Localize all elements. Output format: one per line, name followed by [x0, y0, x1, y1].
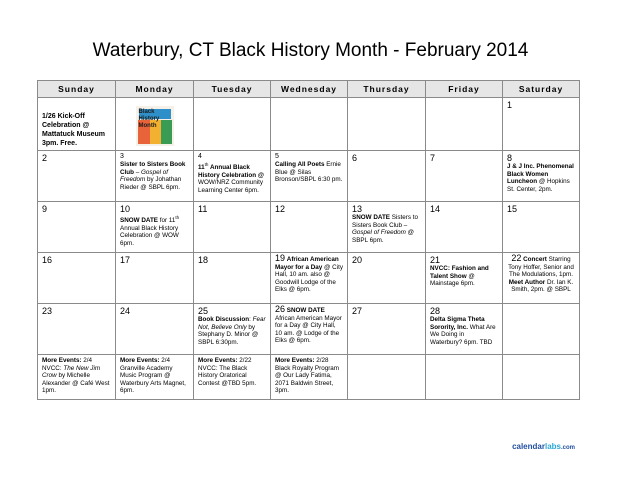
- day-cell[interactable]: [38, 253, 116, 304]
- event-text: 22 Concert Starring Tony Hoffer, Senior and The Modulations, 1pm. Meet Author Dr. Ian K. Smith, 2pm. @ SBPL: [508, 253, 574, 294]
- weekday-tuesday: Tuesday: [194, 81, 271, 98]
- weekday-friday: Friday: [426, 81, 503, 98]
- day-number: 28: [430, 306, 441, 316]
- day-number: 10: [120, 204, 131, 214]
- day-cell[interactable]: [194, 253, 271, 304]
- day-cell[interactable]: [116, 202, 194, 253]
- day-number: 6: [352, 153, 358, 163]
- day-cell[interactable]: [348, 253, 426, 304]
- kickoff-event: 1/26 Kick-Off Celebration @ Mattatuck Museum 3pm. Free.: [42, 113, 106, 147]
- event-text: More Events: 2/4 Granville Academy Music Program @ Waterbury Arts Magnet, 6pm.: [120, 357, 186, 395]
- day-cell[interactable]: [38, 202, 116, 253]
- calendar-grid: [37, 80, 580, 400]
- event-text: More Events: 2/4 NVCC: The New Jim Crow by Michelle Alexander @ Café West 1pm.: [42, 357, 110, 395]
- event-text: 19 African American Mayor for a Day @ City Hall, 10 am. also @ Goodwill Lodge of the Elks @ 6pm.: [275, 253, 343, 294]
- day-number: 20: [352, 255, 363, 265]
- weekday-saturday: Saturday: [503, 81, 580, 98]
- day-cell[interactable]: [194, 98, 271, 151]
- weekday-monday: Monday: [116, 81, 194, 98]
- day-cell[interactable]: [38, 304, 116, 355]
- weekday-thursday: Thursday: [348, 81, 426, 98]
- day-number: 27: [352, 306, 363, 316]
- week-row-2: [38, 151, 580, 202]
- day-number: 9: [42, 204, 48, 214]
- weekday-sunday: Sunday: [38, 81, 116, 98]
- day-cell[interactable]: [348, 98, 426, 151]
- event-text: More Events: 2/28 Black Royalty Program @ Our Lady Fatima, 2071 Baldwin Street, 3pm.: [275, 357, 340, 395]
- week-row-5: [38, 304, 580, 355]
- day-cell[interactable]: [116, 98, 194, 151]
- day-cell[interactable]: [116, 304, 194, 355]
- day-cell[interactable]: [271, 151, 348, 202]
- day-number: 25: [198, 306, 209, 316]
- event-text: SNOW DATE for 11th Annual Black History Celebration @ WOW 6pm.: [120, 215, 180, 247]
- day-cell[interactable]: [426, 355, 503, 400]
- weekday-wednesday: Wednesday: [271, 81, 348, 98]
- day-cell[interactable]: [426, 202, 503, 253]
- day-cell[interactable]: [503, 202, 580, 253]
- more-events-cell[interactable]: [271, 355, 348, 400]
- event-text: Sister to Sisters Book Club – Gospel of Freedom by Johathan Rieder @ SBPL 6pm.: [120, 161, 186, 191]
- day-number: 23: [42, 306, 53, 316]
- day-cell[interactable]: [503, 151, 580, 202]
- day-number: 8: [507, 153, 513, 163]
- day-cell[interactable]: [503, 253, 580, 304]
- day-cell[interactable]: [38, 98, 116, 151]
- day-cell[interactable]: [271, 304, 348, 355]
- week-row-3: [38, 202, 580, 253]
- day-number: 12: [275, 204, 286, 214]
- black-history-month-logo: Black History Month: [136, 106, 174, 146]
- day-cell[interactable]: [271, 253, 348, 304]
- day-cell[interactable]: [38, 151, 116, 202]
- week-row-1: [38, 98, 580, 151]
- day-number: 5: [275, 153, 279, 160]
- event-text: Delta Sigma Theta Sorority, Inc. What Are We Doing in Waterbury? 6pm. TBD: [430, 316, 496, 346]
- day-number: 2: [42, 153, 48, 163]
- more-events-cell[interactable]: [194, 355, 271, 400]
- event-text: SNOW DATE Sisters to Sisters Book Club – Gospel of Freedom @ SBPL 6pm.: [352, 214, 419, 244]
- page-title: Waterbury, CT Black History Month - February 2014: [92, 40, 529, 61]
- more-events-cell[interactable]: [38, 355, 116, 400]
- day-number: 16: [42, 255, 53, 265]
- day-number: 21: [430, 255, 441, 265]
- day-cell[interactable]: [116, 151, 194, 202]
- event-text: More Events: 2/22 NVCC: The Black History Oratorical Contest @TBD 5pm.: [198, 357, 257, 387]
- day-number: 15: [507, 204, 518, 214]
- day-number: 3: [120, 153, 124, 160]
- event-text: Book Discussion: Fear Not, Believe Only by Stephany D. Minor @ SBPL 6:30pm.: [198, 316, 266, 346]
- day-number: 24: [120, 306, 131, 316]
- day-cell[interactable]: [426, 304, 503, 355]
- day-number: 14: [430, 204, 441, 214]
- day-number: 17: [120, 255, 131, 265]
- day-cell[interactable]: [194, 304, 271, 355]
- weekday-header-row: [38, 81, 580, 98]
- day-cell[interactable]: [348, 202, 426, 253]
- day-number: 18: [198, 255, 209, 265]
- day-number: 1: [507, 100, 513, 110]
- event-text: 11th Annual Black History Celebration @ WOW/NRZ Community Learning Center 6pm.: [198, 162, 264, 194]
- week-row-4: [38, 253, 580, 304]
- event-text: Calling All Poets Ernie Blue @ Silas Bronson/SBPL 6:30 pm.: [275, 161, 343, 184]
- day-cell[interactable]: [426, 98, 503, 151]
- day-cell[interactable]: [348, 151, 426, 202]
- event-text: 26 SNOW DATE African American Mayor for a Day @ City Hall, 10 am. @ Lodge of the Elks @ 6pm.: [275, 304, 342, 345]
- day-cell[interactable]: [348, 355, 426, 400]
- event-text: NVCC: Fashion and Talent Show @ Mainstage 6pm.: [430, 265, 489, 288]
- day-cell[interactable]: [116, 253, 194, 304]
- calendarlabs-logo[interactable]: calendarlabs.com: [512, 442, 575, 451]
- more-events-cell[interactable]: [116, 355, 194, 400]
- event-text: J & J Inc. Phenomenal Black Women Luncheon @ Hopkins St. Center, 2pm.: [507, 163, 574, 193]
- day-number: 11: [198, 204, 208, 214]
- day-cell[interactable]: [348, 304, 426, 355]
- day-cell[interactable]: [271, 202, 348, 253]
- day-cell[interactable]: [194, 151, 271, 202]
- more-events-row: [38, 355, 580, 400]
- day-cell[interactable]: [426, 151, 503, 202]
- day-number: 4: [198, 153, 202, 160]
- day-cell[interactable]: [426, 253, 503, 304]
- day-cell[interactable]: [503, 304, 580, 355]
- day-cell[interactable]: [194, 202, 271, 253]
- day-cell[interactable]: [271, 98, 348, 151]
- day-number: 13: [352, 204, 363, 214]
- day-number: 7: [430, 153, 436, 163]
- day-cell[interactable]: [503, 98, 580, 151]
- day-cell[interactable]: [503, 355, 580, 400]
